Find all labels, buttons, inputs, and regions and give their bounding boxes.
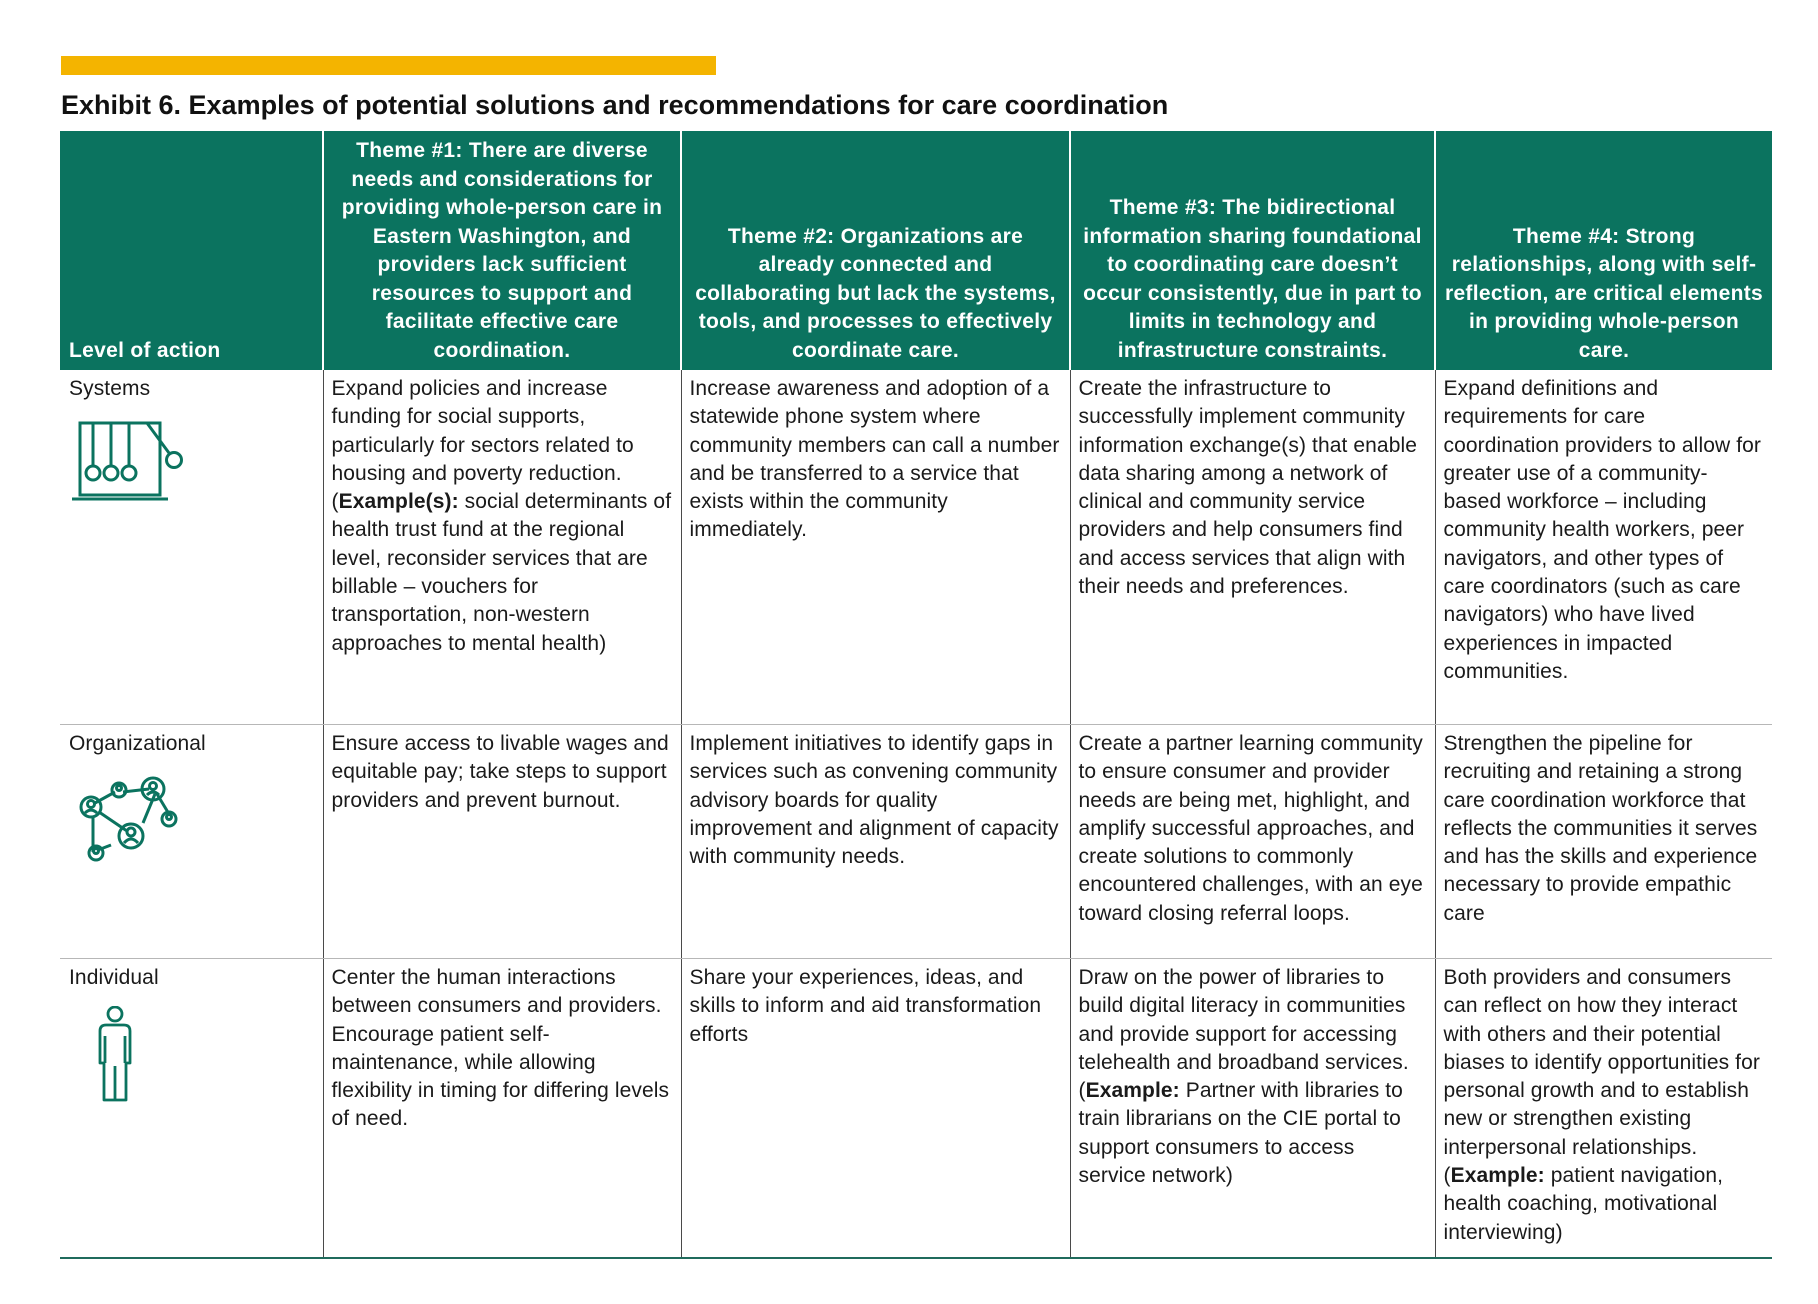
header-theme-2: Theme #2: Organizations are already connected and collaborating but lack the systems, tools, and processes to effectively coordinate care. — [681, 131, 1070, 370]
organizational-theme-2: Implement initiatives to identify gaps in services such as convening community advisory boards for quality improvement and alignment of capacity with community needs. — [681, 725, 1070, 959]
systems-theme-2: Increase awareness and adoption of a statewide phone system where community members can call a number and be transferred to a service that exists within the community immediately. — [681, 370, 1070, 725]
header-row — [60, 131, 1772, 370]
individual-theme-2: Share your experiences, ideas, and skills to inform and aid transformation efforts — [681, 959, 1070, 1259]
table-row-organizational — [60, 725, 1772, 959]
level-label: Organizational — [69, 732, 206, 755]
people-network-icon — [69, 772, 189, 872]
individual-theme-1: Center the human interactions between consumers and providers. Encourage patient self-maintenance, while allowing flexibility in timing for differing levels of need. — [323, 959, 681, 1259]
individual-theme-3: Draw on the power of libraries to build digital literacy in communities and provide support for accessing telehealth and broadband services. (Example: Partner with libraries to train librarians on the CIE portal to support consumers to access service network) — [1070, 959, 1435, 1259]
organizational-theme-4: Strengthen the pipeline for recruiting and retaining a strong care coordination workforce that reflects the communities it serves and has the skills and experience necessary to provide empathic care — [1435, 725, 1772, 959]
header-theme-4: Theme #4: Strong relationships, along with self-reflection, are critical elements in providing whole-person care. — [1435, 131, 1772, 370]
header-theme-1: Theme #1: There are diverse needs and considerations for providing whole-person care in Eastern Washington, and providers lack sufficient resources to support and facilitate effective care coordination. — [323, 131, 681, 370]
organizational-theme-3: Create a partner learning community to ensure consumer and provider needs are being met, highlight, and amplify successful approaches, and create solutions to commonly encountered challenges, with an eye toward closing referral loops. — [1070, 725, 1435, 959]
level-cell — [60, 725, 323, 959]
systems-theme-4: Expand definitions and requirements for care coordination providers to allow for greater use of a community-based workforce – including community health workers, peer navigators, and other types of care coordinators (such as care navigators) who have lived experiences in impacted communities. — [1435, 370, 1772, 725]
systems-theme-1: Expand policies and increase funding for social supports, particularly for sectors related to housing and poverty reduction. (Example(s): social determinants of health trust fund at the regional level, reconsider services that are billable – vouchers for transportation, non-western approaches to mental health) — [323, 370, 681, 725]
level-label: Individual — [69, 966, 159, 989]
header-theme-3: Theme #3: The bidirectional information sharing foundational to coordinating care doesn’t occur consistently, due in part to limits in technology and infrastructure constraints. — [1070, 131, 1435, 370]
table-row-systems — [60, 370, 1772, 725]
accent-bar — [61, 56, 716, 75]
solutions-table — [60, 131, 1772, 1259]
systems-theme-3: Create the infrastructure to successfully implement community information exchange(s) that enable data sharing among a network of clinical and community service providers and help consumers find and access services that align with their needs and preferences. — [1070, 370, 1435, 725]
level-cell — [60, 959, 323, 1259]
level-label: Systems — [69, 377, 151, 400]
person-icon — [69, 1006, 189, 1106]
level-cell — [60, 370, 323, 725]
exhibit-title: Exhibit 6. Examples of potential solutions and recommendations for care coordination — [61, 90, 1169, 120]
newtons-cradle-icon — [69, 417, 189, 507]
individual-theme-4: Both providers and consumers can reflect on how they interact with others and their potential biases to identify opportunities for personal growth and to establish new or strengthen existing interpersonal relationships. (Example: patient navigation, health coaching, motivational interviewing) — [1435, 959, 1772, 1259]
organizational-theme-1: Ensure access to livable wages and equitable pay; take steps to support providers and prevent burnout. — [323, 725, 681, 959]
table-row-individual — [60, 959, 1772, 1259]
header-level-of-action: Level of action — [60, 131, 323, 370]
